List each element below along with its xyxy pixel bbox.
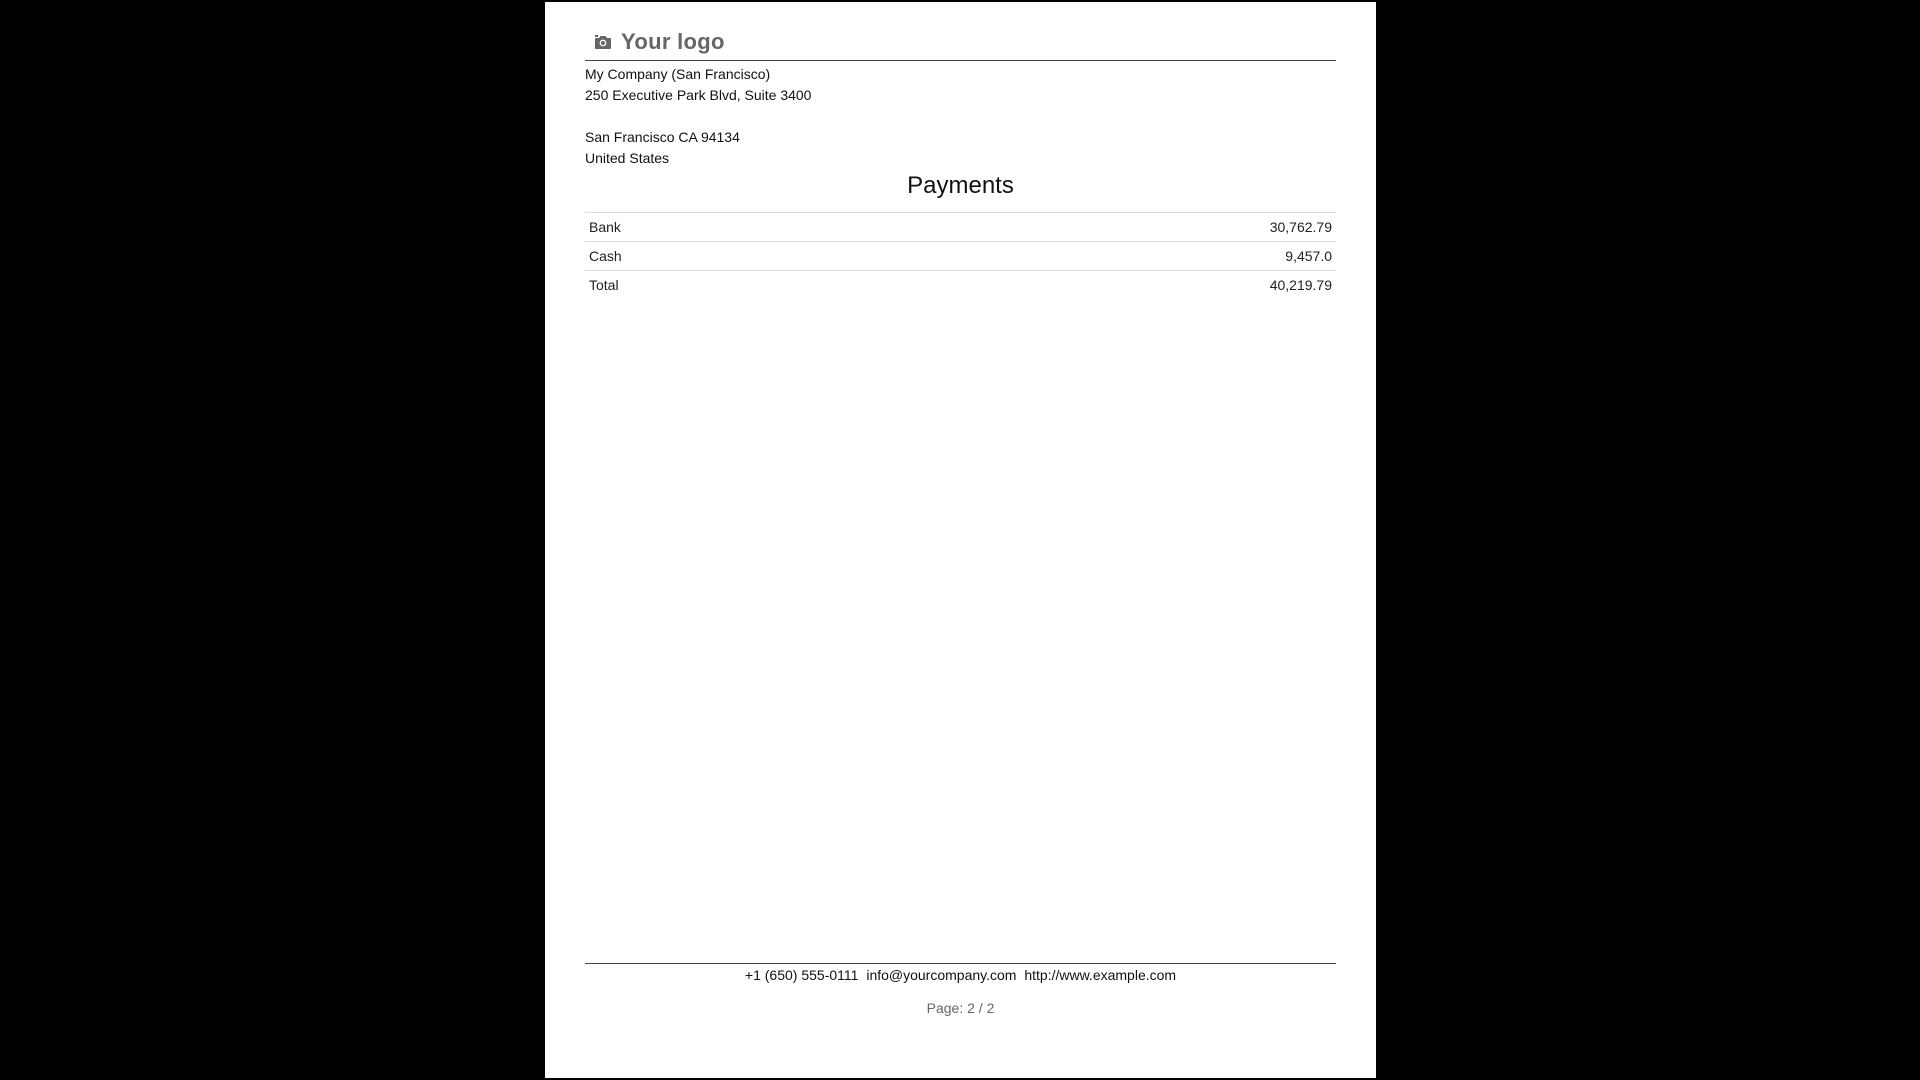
footer-contact	[585, 965, 1336, 985]
company-street: 250 Executive Park Blvd, Suite 3400	[585, 87, 812, 103]
page-number: Page: 2 / 2	[926, 1000, 995, 1016]
row-label-cash: Cash	[585, 242, 860, 271]
footer-phone: +1 (650) 555-0111	[744, 967, 859, 983]
company-name: My Company (San Francisco)	[585, 66, 771, 82]
table-row	[585, 213, 1336, 242]
footer-website: http://www.example.com	[1024, 967, 1177, 983]
address-spacer	[585, 106, 811, 127]
table-row	[585, 271, 1336, 300]
footer-divider	[585, 963, 1336, 964]
company-address	[585, 64, 811, 169]
camera-icon	[593, 32, 613, 52]
row-amount-cash: 9,457.0	[860, 242, 1336, 271]
company-country: United States	[585, 150, 670, 166]
report-title: Payments	[907, 172, 1014, 199]
company-city-line: San Francisco CA 94134	[585, 129, 740, 145]
footer-email: info@yourcompany.com	[866, 967, 1017, 983]
row-amount-bank: 30,762.79	[860, 213, 1336, 242]
report-page	[545, 2, 1376, 1078]
company-logo	[593, 26, 725, 58]
row-label-total: Total	[585, 271, 860, 300]
table-row	[585, 242, 1336, 271]
row-amount-total: 40,219.79	[860, 271, 1336, 300]
payments-table	[585, 212, 1336, 299]
row-label-bank: Bank	[585, 213, 860, 242]
logo-text: Your logo	[621, 29, 725, 54]
header-divider	[585, 60, 1336, 61]
page-content	[585, 2, 1336, 1078]
